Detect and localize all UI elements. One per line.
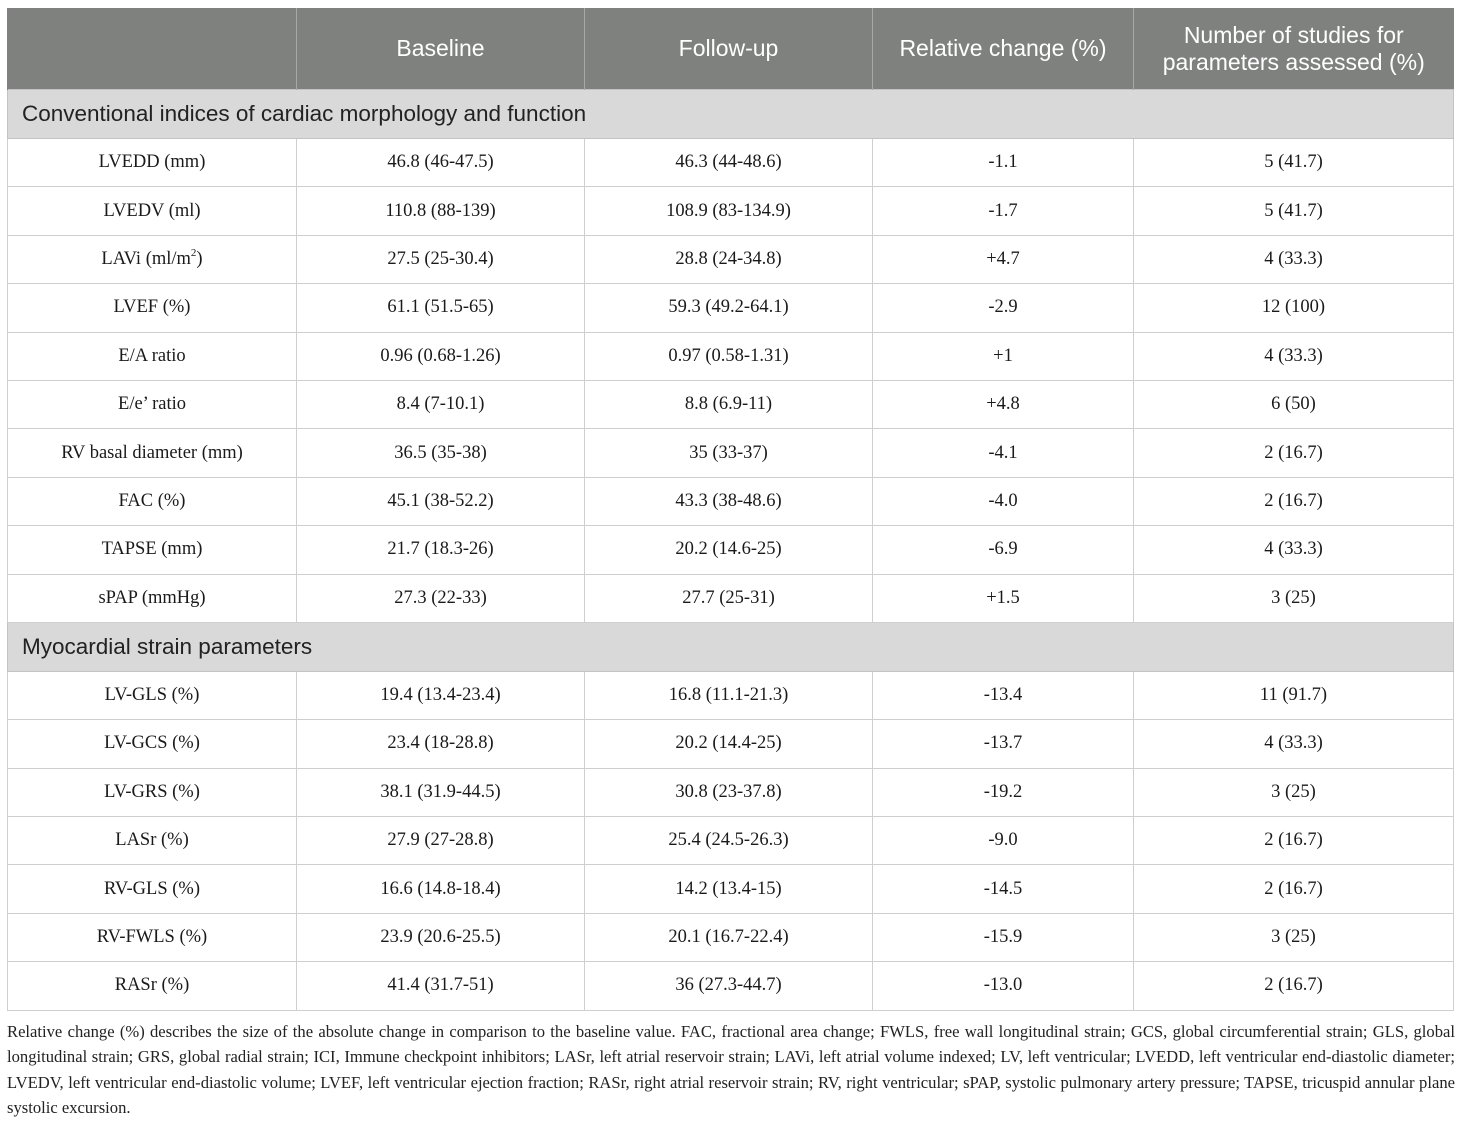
cell-followup: 20.2 (14.4-25) [585,720,873,768]
cell-studies: 11 (91.7) [1134,671,1454,719]
cell-followup: 0.97 (0.58-1.31) [585,332,873,380]
cell-relative-change: +4.7 [873,235,1134,283]
table-row [8,235,1454,283]
cell-followup: 59.3 (49.2-64.1) [585,284,873,332]
cell-followup: 27.7 (25-31) [585,574,873,622]
parameter-name: RASr (%) [114,975,190,996]
parameter-name: LVEDV (ml) [103,200,201,221]
cell-studies: 5 (41.7) [1134,139,1454,187]
header-row [8,8,1454,90]
cell-followup: 30.8 (23-37.8) [585,768,873,816]
cell-parameter [8,380,297,428]
cell-parameter [8,768,297,816]
cell-studies: 4 (33.3) [1134,235,1454,283]
cell-relative-change: -14.5 [873,865,1134,913]
cell-relative-change: -2.9 [873,284,1134,332]
cell-parameter [8,526,297,574]
parameter-name: FAC (%) [118,490,186,511]
cell-studies: 4 (33.3) [1134,332,1454,380]
cell-studies: 2 (16.7) [1134,962,1454,1010]
cell-parameter [8,235,297,283]
section-row [8,90,1454,139]
cell-studies: 2 (16.7) [1134,477,1454,525]
header-studies: Number of studies for parameters assessed (%) [1134,8,1454,90]
cell-followup: 14.2 (13.4-15) [585,865,873,913]
parameter-name: E/e’ ratio [118,394,186,415]
table-row [8,913,1454,961]
cell-relative-change: -15.9 [873,913,1134,961]
cell-relative-change: -1.1 [873,139,1134,187]
cell-relative-change: +1.5 [873,574,1134,622]
cell-parameter [8,139,297,187]
header-baseline: Baseline [297,8,585,90]
cell-baseline: 61.1 (51.5-65) [297,284,585,332]
cell-baseline: 27.5 (25-30.4) [297,235,585,283]
cell-followup: 20.1 (16.7-22.4) [585,913,873,961]
cell-studies: 3 (25) [1134,913,1454,961]
cell-studies: 4 (33.3) [1134,526,1454,574]
table-row [8,574,1454,622]
table-row [8,139,1454,187]
table-row [8,817,1454,865]
cell-baseline: 23.4 (18-28.8) [297,720,585,768]
table-row [8,187,1454,235]
cell-studies: 2 (16.7) [1134,865,1454,913]
cell-followup: 108.9 (83-134.9) [585,187,873,235]
cell-baseline: 38.1 (31.9-44.5) [297,768,585,816]
parameter-name: RV-GLS (%) [104,878,200,899]
cell-parameter [8,477,297,525]
cell-baseline: 8.4 (7-10.1) [297,380,585,428]
cell-baseline: 41.4 (31.7-51) [297,962,585,1010]
cell-relative-change: -13.4 [873,671,1134,719]
cell-followup: 36 (27.3-44.7) [585,962,873,1010]
table-row [8,380,1454,428]
cell-baseline: 27.9 (27-28.8) [297,817,585,865]
cell-followup: 25.4 (24.5-26.3) [585,817,873,865]
cell-parameter [8,429,297,477]
parameter-name: LV-GCS (%) [104,733,200,754]
cell-followup: 35 (33-37) [585,429,873,477]
cell-studies: 3 (25) [1134,574,1454,622]
table-body [8,90,1454,1011]
cell-relative-change: -13.7 [873,720,1134,768]
results-table-container [7,8,1453,1011]
parameter-name: TAPSE (mm) [101,539,203,560]
table-row [8,332,1454,380]
cell-studies: 2 (16.7) [1134,429,1454,477]
parameter-suffix: ) [196,248,203,269]
cell-parameter [8,720,297,768]
parameter-name: RV-FWLS (%) [96,927,208,948]
cell-baseline: 23.9 (20.6-25.5) [297,913,585,961]
header-followup: Follow-up [585,8,873,90]
table-row [8,671,1454,719]
cell-followup: 43.3 (38-48.6) [585,477,873,525]
cell-baseline: 21.7 (18.3-26) [297,526,585,574]
cell-baseline: 0.96 (0.68-1.26) [297,332,585,380]
table-row [8,477,1454,525]
parameter-name: LAVi (ml/m [101,248,191,269]
table-row [8,429,1454,477]
cell-relative-change: -19.2 [873,768,1134,816]
cell-studies: 6 (50) [1134,380,1454,428]
results-table [7,8,1454,1011]
cell-followup: 16.8 (11.1-21.3) [585,671,873,719]
cell-relative-change: -1.7 [873,187,1134,235]
cell-baseline: 46.8 (46-47.5) [297,139,585,187]
cell-parameter [8,817,297,865]
cell-parameter [8,671,297,719]
cell-parameter [8,962,297,1010]
table-row [8,720,1454,768]
header-relative-change: Relative change (%) [873,8,1134,90]
table-row [8,526,1454,574]
parameter-name: LVEF (%) [113,297,191,318]
parameter-name: LV-GLS (%) [104,685,200,706]
cell-studies: 2 (16.7) [1134,817,1454,865]
section-title: Conventional indices of cardiac morphology and function [8,90,1454,139]
cell-parameter [8,187,297,235]
cell-relative-change: -13.0 [873,962,1134,1010]
cell-parameter [8,913,297,961]
cell-followup: 20.2 (14.6-25) [585,526,873,574]
cell-relative-change: +4.8 [873,380,1134,428]
section-title: Myocardial strain parameters [8,622,1454,671]
cell-studies: 3 (25) [1134,768,1454,816]
table-row [8,284,1454,332]
table-row [8,865,1454,913]
cell-followup: 8.8 (6.9-11) [585,380,873,428]
cell-studies: 12 (100) [1134,284,1454,332]
cell-relative-change: -6.9 [873,526,1134,574]
cell-parameter [8,332,297,380]
cell-baseline: 16.6 (14.8-18.4) [297,865,585,913]
parameter-name: LVEDD (mm) [98,152,206,173]
cell-parameter [8,865,297,913]
parameter-name: RV basal diameter (mm) [61,442,243,463]
table-row [8,768,1454,816]
cell-followup: 28.8 (24-34.8) [585,235,873,283]
cell-parameter [8,574,297,622]
cell-relative-change: -4.0 [873,477,1134,525]
cell-baseline: 110.8 (88-139) [297,187,585,235]
cell-parameter [8,284,297,332]
parameter-superscript: 2 [190,246,197,259]
cell-studies: 5 (41.7) [1134,187,1454,235]
parameter-name: sPAP (mmHg) [98,587,206,608]
header-parameter [8,8,297,90]
cell-baseline: 45.1 (38-52.2) [297,477,585,525]
cell-followup: 46.3 (44-48.6) [585,139,873,187]
cell-relative-change: -4.1 [873,429,1134,477]
parameter-name: E/A ratio [118,345,186,366]
cell-baseline: 19.4 (13.4-23.4) [297,671,585,719]
table-row [8,962,1454,1010]
cell-baseline: 27.3 (22-33) [297,574,585,622]
cell-baseline: 36.5 (35-38) [297,429,585,477]
section-row [8,622,1454,671]
parameter-name: LASr (%) [115,830,189,851]
parameter-name: LV-GRS (%) [104,781,200,802]
table-header [8,8,1454,90]
cell-studies: 4 (33.3) [1134,720,1454,768]
table-footnote: Relative change (%) describes the size of the absolute change in comparison to the baseline value. FAC, fractional area change; FWLS, free wall longitudinal strain; GCS, global circumferential strain; GLS, global longitudinal strain; GRS, global radial strain; ICI, Immune checkpoint inhibitors; LASr, left atrial reservoir strain; LAVi, left atrial volume indexed; LV, left ventricular; LVEDD, left ventricular end-diastolic diameter; LVEDV, left ventricular end-diastolic volume; LVEF, left ventricular ejection fraction; RASr, right atrial reservoir strain; RV, right ventricular; sPAP, systolic pulmonary artery pressure; TAPSE, tricuspid annular plane systolic excursion. [7,1022,1455,1117]
cell-relative-change: -9.0 [873,817,1134,865]
cell-relative-change: +1 [873,332,1134,380]
